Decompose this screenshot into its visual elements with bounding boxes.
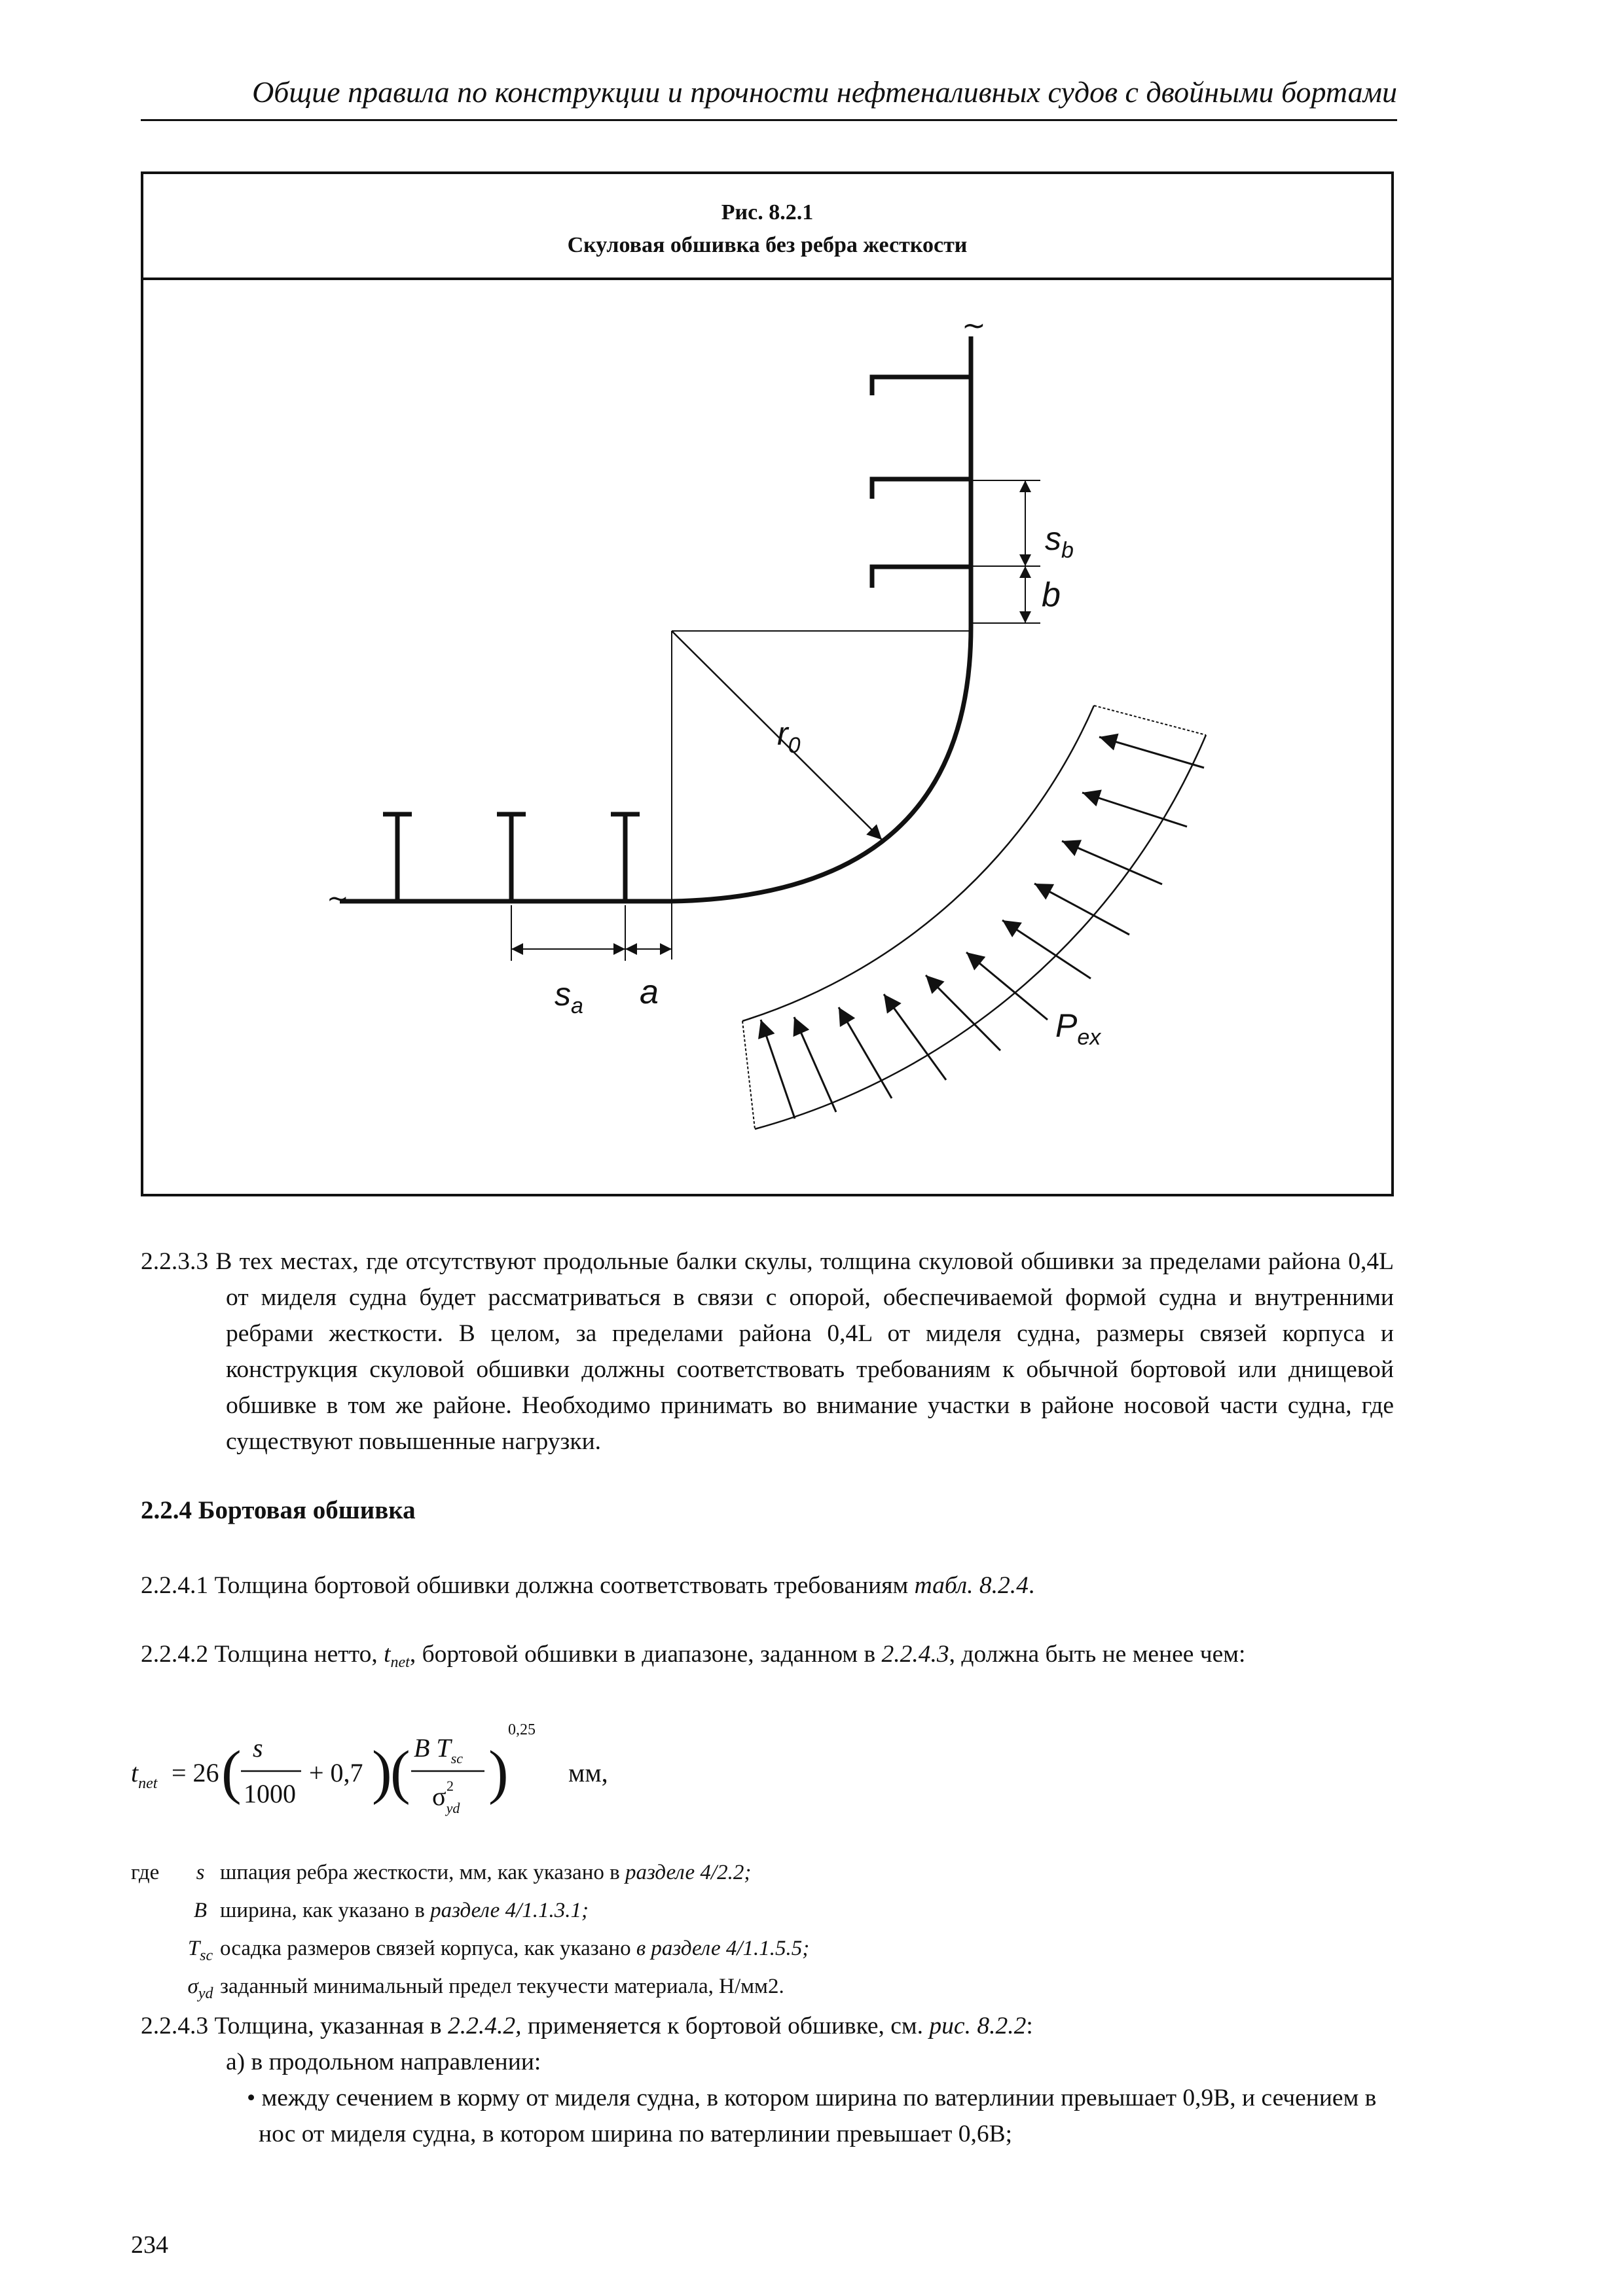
figure-caption — [143, 174, 1391, 280]
formula-definitions — [131, 1857, 809, 2009]
svg-text:tnet: $t_{net}$ — [131, 1758, 158, 1792]
bottom-shell-break-mark: ~ — [327, 884, 349, 914]
svg-text:1000: 1000 — [244, 1779, 296, 1808]
svg-text:B Tsc: B $T_{sc}$ — [414, 1733, 464, 1767]
svg-text:= 26: = 26 — [172, 1758, 219, 1787]
list-item: а) в продольном направлении: — [226, 2049, 541, 2075]
bilge-plating-diagram — [143, 280, 1391, 1194]
sb-b-dimension — [971, 480, 1040, 623]
definition-row: $\sigma_{yd}$ заданный минимальный предел текучести материала, Н/мм2. — [187, 1975, 784, 2002]
page-number: 234 — [131, 2231, 168, 2259]
label-sa: $s_a$ — [555, 976, 583, 1018]
label-sb: $s_b$ — [1045, 520, 1074, 563]
running-header: Общие правила по конструкции и прочности нефтеналивных судов с двойными бортами — [141, 65, 1397, 121]
figure-title: Скуловая обшивка без ребра жесткости — [567, 233, 968, 257]
definition-row: где s шпация ребра жесткости, мм, как указано в разделе 4/2.2; — [131, 1861, 752, 1884]
definition-row: B ширина, как указано в разделе 4/1.1.3.1; — [193, 1899, 589, 1922]
svg-text:σyd: $\sigma_{yd}$ — [432, 1782, 460, 1816]
pressure-arrows — [761, 737, 1204, 1119]
svg-text:): ) — [488, 1738, 509, 1805]
paragraph-text: В тех местах, где отсутствуют продольные балки скулы, толщина скуловой обшивки за пределами района 0,4L от миделя судна будет рассматриваться в связи с опорой, обеспечиваемой формой судна и внутренними ребрами жесткости. В целом, за пределами района 0,4L от миделя судна, размеры связей корпуса и конструкция скуловой обшивки должны соответствовать требованиям к обычной бортовой или днищевой обшивке в том же районе. Необходимо принимать во внимание участки в районе носовой части судна, где существуют повышенные нагрузки. — [215, 1248, 1395, 1455]
clause-ref: 2.2.4.2, — [447, 2013, 522, 2039]
paragraph-2-2-4-1: 2.2.4.1 Толщина бортовой обшивки должна соответствовать требованиям табл. 8.2.4. — [141, 1572, 1035, 1599]
section-heading-2-2-4: 2.2.4 Бортовая обшивка — [141, 1496, 416, 1524]
label-r0: $r_0$ — [777, 715, 801, 758]
side-shell-break-mark: ~ — [962, 309, 986, 342]
figure-ref: рис. 8.2.2 — [929, 2013, 1027, 2039]
side-stiffeners — [872, 377, 971, 588]
svg-text:мм,: мм, — [568, 1758, 608, 1787]
figure-number: Рис. 8.2.1 — [721, 200, 814, 224]
bilge-plating-curve — [672, 627, 971, 901]
table-ref: табл. 8.2.4 — [914, 1572, 1029, 1599]
thickness-formula — [131, 1716, 655, 1834]
svg-text:+ 0,7: + 0,7 — [309, 1758, 363, 1787]
bullet-item: • между сечением в корму от миделя судна, в котором ширина по ватерлинии превышает 0,9B, и сечением в нос от миделя судна, в котором ширина по ватерлинии превышает 0,6B; — [247, 2085, 1377, 2147]
label-a: a — [640, 973, 659, 1011]
paragraph-2-2-3-3 — [141, 1244, 1394, 1460]
definition-row: $T_{sc}$ осадка размеров связей корпуса, как указано в разделе 4/1.1.5.5; — [187, 1937, 810, 1964]
svg-text:s: s — [253, 1733, 263, 1763]
bottom-stiffeners — [383, 814, 640, 901]
sa-a-dimension — [511, 905, 672, 961]
clause-ref: 2.2.4.3 — [881, 1641, 949, 1668]
external-pressure-band — [742, 706, 1206, 1129]
svg-text:): ) — [372, 1738, 392, 1805]
svg-text:(: ( — [390, 1738, 410, 1805]
svg-text:0,25: 0,25 — [508, 1721, 536, 1738]
svg-text:(: ( — [221, 1738, 242, 1805]
paragraph-2-2-4-2: 2.2.4.2 Толщина нетто, $t_{net}$, бортовой обшивки в диапазоне, заданном в 2.2.4.3, должна быть не менее чем: — [141, 1641, 1246, 1671]
svg-text:2: 2 — [447, 1778, 454, 1794]
paragraph-2-2-4-3: 2.2.4.3 Толщина, указанная в 2.2.4.2, применяется к бортовой обшивке, см. рис. 8.2.2: а) в продольном направлении: • между сечением в корму от миделя судна, в котором ширина по ватерлинии превышает 0,9B, и сечением в нос от миделя судна, в котором ширина по ватерлинии превышает 0,6B; — [141, 2008, 1394, 2152]
label-pex: $P_{ex}$ — [1055, 1007, 1101, 1050]
label-b: b — [1042, 576, 1061, 614]
paragraph-number: 2.2.3.3 — [141, 1248, 209, 1275]
figure-8-2-1 — [141, 171, 1394, 1196]
